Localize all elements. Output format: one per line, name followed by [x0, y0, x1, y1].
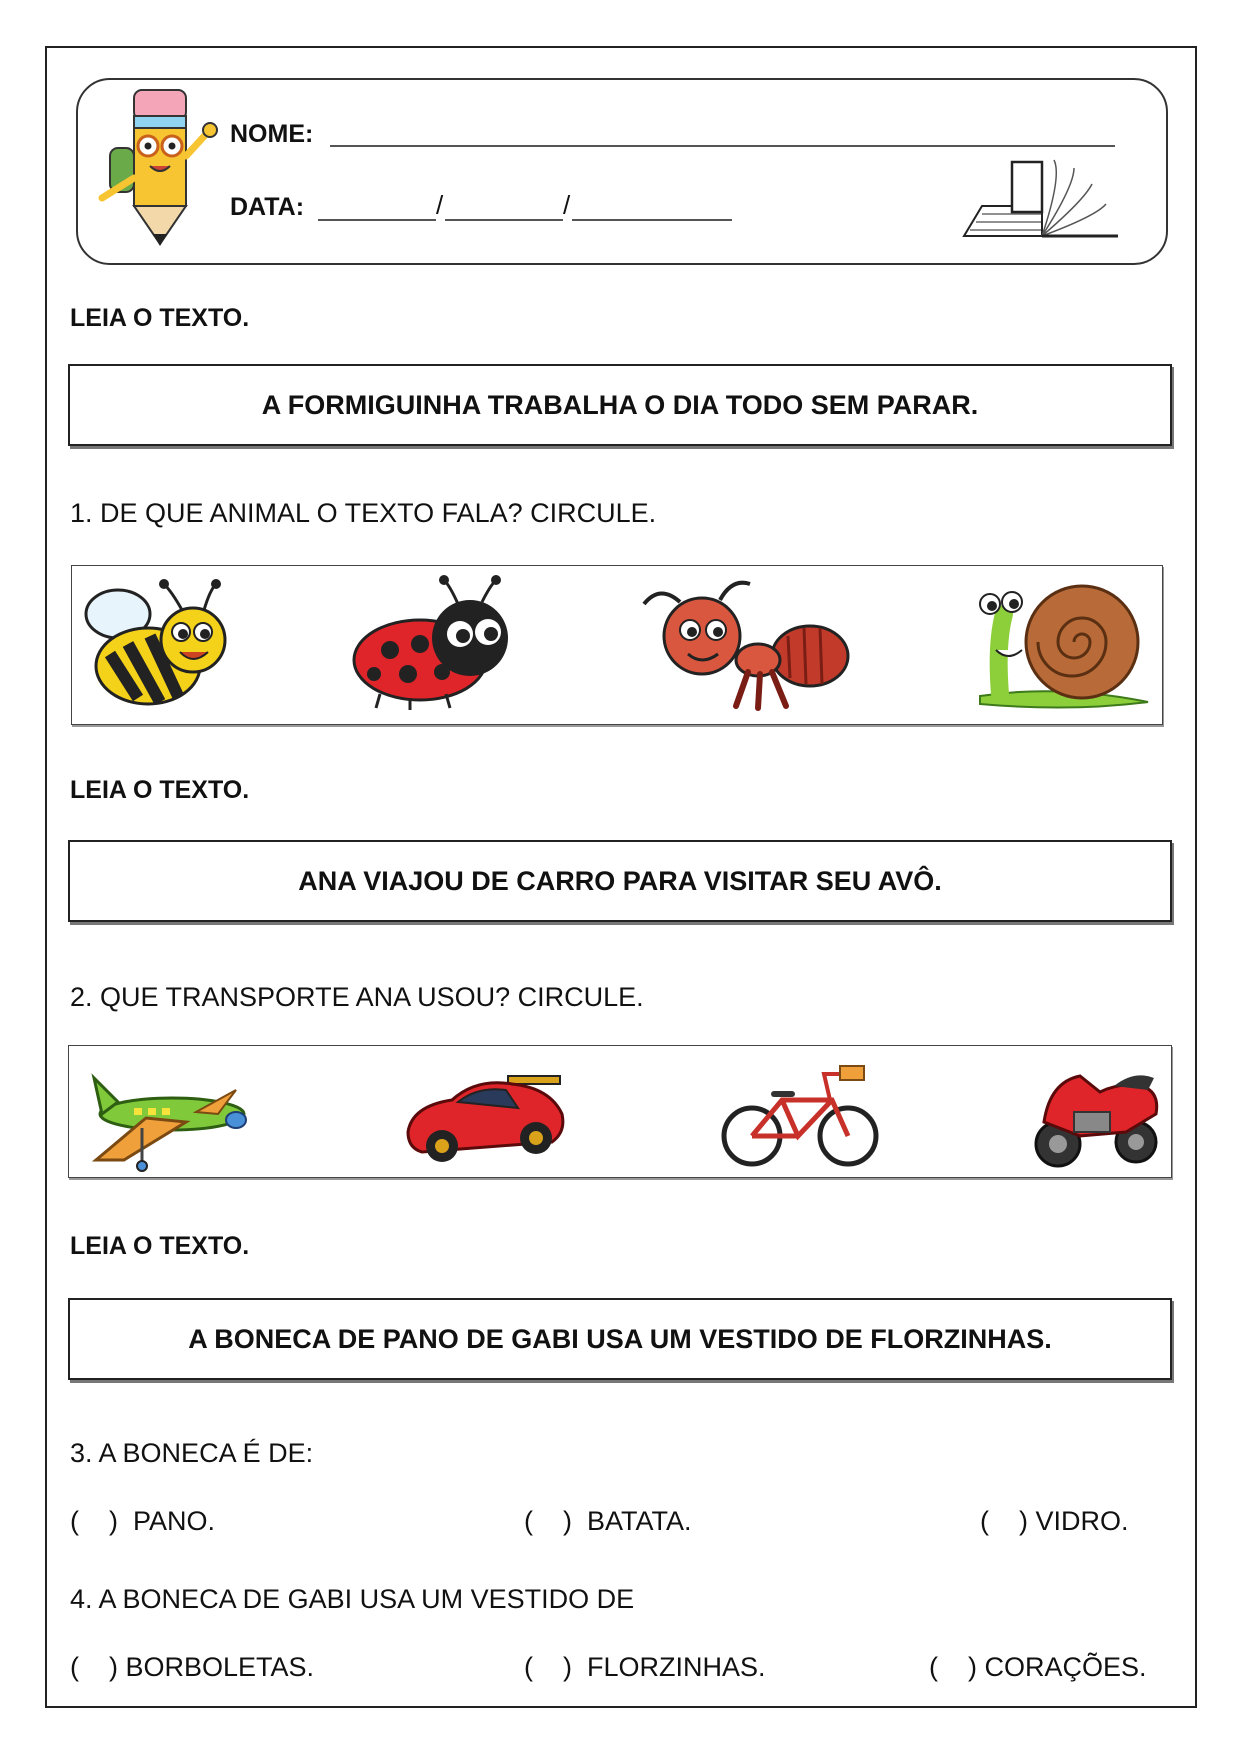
question-1: 1. DE QUE ANIMAL O TEXTO FALA? CIRCULE.	[70, 498, 657, 528]
laptop-book-icon	[962, 156, 1122, 240]
question-3: 3. A BONECA É DE:	[70, 1438, 314, 1468]
option-borboletas[interactable]: ( ) BORBOLETAS.	[70, 1652, 315, 1682]
option-batata[interactable]: ( ) BATATA.	[524, 1506, 692, 1536]
snail-icon[interactable]	[970, 574, 1155, 714]
option-vidro[interactable]: ( ) VIDRO.	[980, 1506, 1129, 1536]
airplane-icon[interactable]	[86, 1068, 251, 1172]
car-icon[interactable]	[402, 1066, 570, 1170]
option-florzinhas[interactable]: ( ) FLORZINHAS.	[524, 1652, 766, 1682]
pencil-mascot-icon	[90, 86, 225, 252]
question-4: 4. A BONECA DE GABI USA UM VESTIDO DE	[70, 1584, 635, 1614]
date-month-field[interactable]	[445, 219, 563, 221]
ant-icon[interactable]	[640, 574, 850, 714]
name-field[interactable]	[330, 145, 1115, 147]
motorcycle-icon[interactable]	[1030, 1062, 1165, 1172]
date-label: DATA:	[230, 193, 305, 221]
ladybug-icon[interactable]	[350, 574, 520, 714]
section1-heading: LEIA O TEXTO.	[70, 304, 250, 332]
section2-text-box: ANA VIAJOU DE CARRO PARA VISITAR SEU AVÔ.	[68, 840, 1172, 922]
date-separator: /	[563, 190, 571, 220]
bicycle-icon[interactable]	[720, 1060, 880, 1170]
date-year-field[interactable]	[572, 219, 732, 221]
option-coracoes[interactable]: ( ) CORAÇÕES.	[929, 1652, 1147, 1682]
name-label: NOME:	[230, 120, 314, 148]
question-2: 2. QUE TRANSPORTE ANA USOU? CIRCULE.	[70, 982, 644, 1012]
section3-text-box: A BONECA DE PANO DE GABI USA UM VESTIDO DE FLORZINHAS.	[68, 1298, 1172, 1380]
section3-heading: LEIA O TEXTO.	[70, 1232, 250, 1260]
option-pano[interactable]: ( ) PANO.	[70, 1506, 216, 1536]
date-separator: /	[436, 190, 444, 220]
bee-icon[interactable]	[78, 574, 233, 714]
section1-text-box: A FORMIGUINHA TRABALHA O DIA TODO SEM PARAR.	[68, 364, 1172, 446]
section2-heading: LEIA O TEXTO.	[70, 776, 250, 804]
date-day-field[interactable]	[318, 219, 436, 221]
